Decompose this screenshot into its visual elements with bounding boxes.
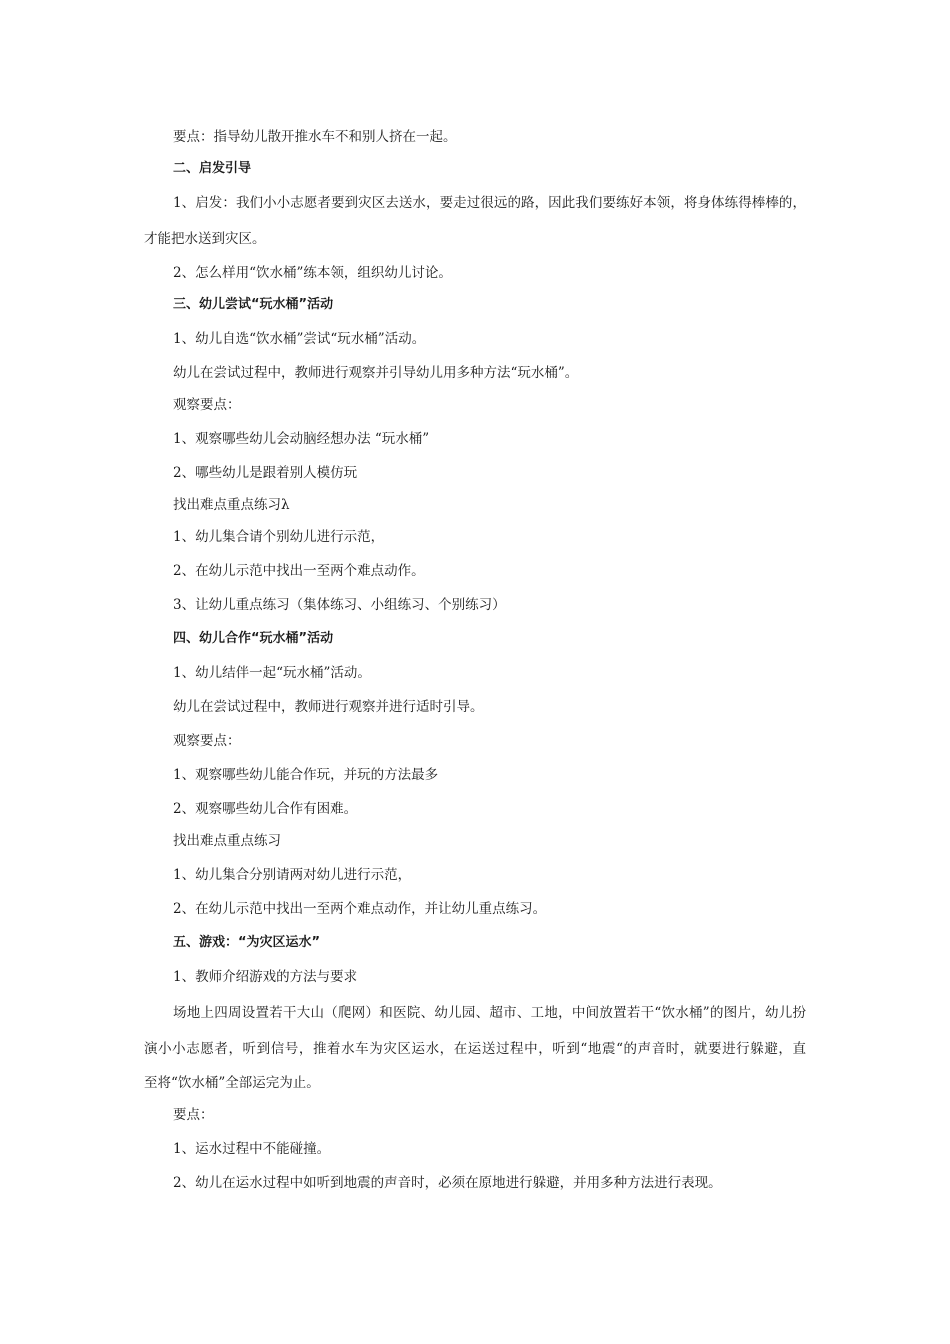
paragraph-observe-2-1: 1、观察哪些幼儿能合作玩，并玩的方法最多 (173, 767, 439, 783)
paragraph-difficulty-1-2: 2、在幼儿示范中找出一至两个难点动作。 (173, 563, 425, 579)
paragraph-difficulty-1-3: 3、让幼儿重点练习（集体练习、小组练习、个别练习） (173, 597, 506, 613)
paragraph-difficulty-2-1: 1、幼儿集合分别请两对幼儿进行示范， (173, 867, 412, 883)
paragraph-try-observe: 幼儿在尝试过程中，教师进行观察并引导幼儿用多种方法“玩水桶”。 (173, 365, 579, 381)
paragraph-observe-1-1: 1、观察哪些幼儿会动脑经想办法 “玩水桶” (173, 431, 430, 447)
paragraph-difficulty-2-2: 2、在幼儿示范中找出一至两个难点动作，并让幼儿重点练习。 (173, 901, 547, 917)
paragraph-key-point-1: 1、运水过程中不能碰撞。 (173, 1141, 331, 1157)
paragraph-game-1: 1、教师介绍游戏的方法与要求 (173, 969, 358, 985)
paragraph-observe-2-2: 2、观察哪些幼儿合作有困难。 (173, 801, 358, 817)
paragraph-inspire-2: 2、怎么样用“饮水桶”练本领，组织幼儿讨论。 (173, 265, 452, 281)
paragraph-game-rules-3: 至将“饮水桶”全部运完为止。 (144, 1075, 320, 1091)
paragraph-key-point-2: 2、幼儿在运水过程中如听到地震的声音时，必须在原地进行躲避，并用多种方法进行表现。 (173, 1175, 722, 1191)
paragraph-cooperate-observe: 幼儿在尝试过程中，教师进行观察并进行适时引导。 (173, 699, 484, 715)
paragraph-try-1: 1、幼儿自选“饮水桶”尝试“玩水桶”活动。 (173, 331, 426, 347)
paragraph-game-rules-1: 场地上四周设置若干大山（爬网）和医院、幼儿园、超市、工地，中间放置若干“饮水桶”的图片，幼儿扮 (173, 1005, 806, 1021)
heading-section-5: 五、游戏：“为灾区运水” (173, 935, 321, 950)
paragraph-find-difficulty-1: 找出难点重点练习λ (173, 497, 290, 513)
paragraph-observe-points-1: 观察要点： (173, 397, 241, 413)
heading-section-3: 三、幼儿尝试“玩水桶”活动 (173, 297, 334, 312)
paragraph-inspire-1-cont: 才能把水送到灾区。 (144, 231, 266, 247)
paragraph-difficulty-1-1: 1、幼儿集合请个别幼儿进行示范， (173, 529, 385, 545)
paragraph-cooperate-1: 1、幼儿结伴一起“玩水桶”活动。 (173, 665, 371, 681)
paragraph-key-point-spread: 要点：指导幼儿散开推水车不和别人挤在一起。 (173, 129, 457, 145)
paragraph-key-points-label: 要点： (173, 1107, 214, 1123)
paragraph-find-difficulty-2: 找出难点重点练习 (173, 833, 281, 849)
heading-section-4: 四、幼儿合作“玩水桶”活动 (173, 631, 334, 646)
paragraph-observe-1-2: 2、哪些幼儿是跟着别人模仿玩 (173, 465, 358, 481)
paragraph-game-rules-2: 演小小志愿者，听到信号，推着水车为灾区运水，在运送过程中，听到“地震“的声音时，就要进行躲避，直 (144, 1041, 806, 1057)
heading-section-2: 二、启发引导 (173, 161, 252, 176)
paragraph-inspire-1: 1、启发：我们小小志愿者要到灾区去送水，要走过很远的路，因此我们要练好本领，将身体练得棒棒的， (173, 195, 806, 211)
paragraph-observe-points-2: 观察要点： (173, 733, 241, 749)
